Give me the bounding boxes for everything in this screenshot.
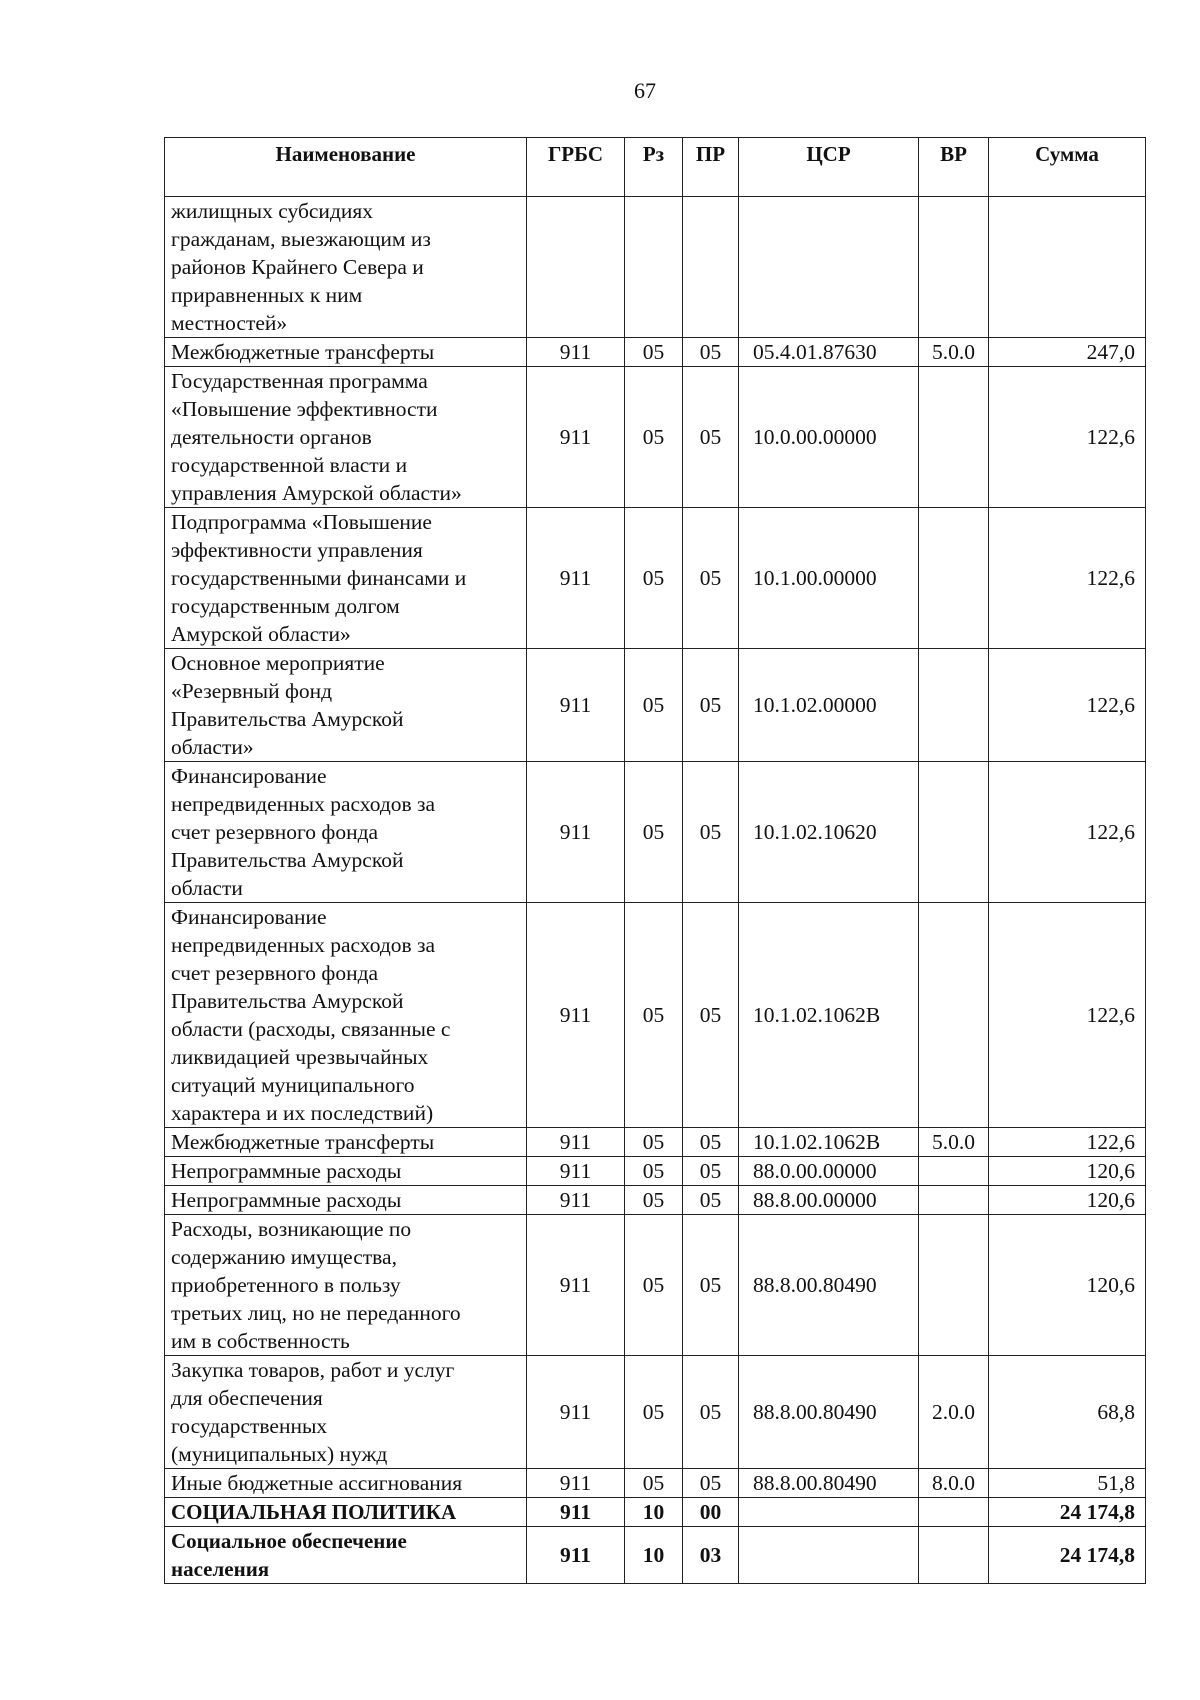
cell-name-line: счет резервного фонда: [171, 820, 379, 844]
cell-rz: 05: [625, 1128, 683, 1157]
cell-name-line: Социальное обеспечение: [171, 1529, 407, 1553]
cell-grbs: 911: [527, 338, 625, 367]
cell-grbs: 911: [527, 508, 625, 649]
table-row: [165, 1498, 1146, 1527]
cell-vr: [919, 762, 989, 903]
cell-pr: [683, 197, 739, 338]
cell-pr: 05: [683, 1215, 739, 1356]
cell-pr: 05: [683, 1356, 739, 1469]
cell-name: [165, 508, 527, 649]
cell-name: [165, 903, 527, 1128]
cell-rz: 05: [625, 1186, 683, 1215]
cell-rz: 05: [625, 1157, 683, 1186]
table-row: [165, 1215, 1146, 1356]
cell-name: [165, 1498, 527, 1527]
cell-name: [165, 1356, 527, 1469]
cell-sum: 120,6: [989, 1157, 1146, 1186]
cell-vr: [919, 367, 989, 508]
table-row: [165, 903, 1146, 1128]
cell-name-line: жилищных субсидиях: [171, 199, 374, 223]
cell-vr: 8.0.0: [919, 1469, 989, 1498]
cell-sum: 120,6: [989, 1215, 1146, 1356]
cell-rz: 05: [625, 508, 683, 649]
cell-name-line: «Резервный фонд: [171, 679, 333, 703]
cell-name: [165, 1186, 527, 1215]
cell-vr: [919, 903, 989, 1128]
table-row: [165, 762, 1146, 903]
cell-sum: 122,6: [989, 508, 1146, 649]
cell-vr: [919, 1157, 989, 1186]
cell-name-line: Расходы, возникающие по: [171, 1217, 412, 1241]
cell-name-line: области»: [171, 735, 254, 759]
cell-csr: 88.8.00.80490: [739, 1356, 919, 1469]
cell-csr: [739, 1498, 919, 1527]
cell-grbs: 911: [527, 1498, 625, 1527]
table-row: [165, 338, 1146, 367]
cell-csr: 05.4.01.87630: [739, 338, 919, 367]
table-row: [165, 649, 1146, 762]
cell-name-line: Финансирование: [171, 905, 327, 929]
table-row: [165, 1186, 1146, 1215]
cell-pr: 05: [683, 1157, 739, 1186]
cell-name-line: для обеспечения: [171, 1386, 323, 1410]
cell-pr: 05: [683, 649, 739, 762]
table-row: [165, 197, 1146, 338]
cell-name-line: местностей»: [171, 311, 288, 335]
cell-csr: 88.8.00.80490: [739, 1469, 919, 1498]
cell-sum: 122,6: [989, 903, 1146, 1128]
cell-name-line: районов Крайнего Севера и: [171, 255, 424, 279]
cell-sum: 122,6: [989, 649, 1146, 762]
cell-grbs: 911: [527, 367, 625, 508]
cell-vr: [919, 1215, 989, 1356]
cell-name-line: Основное мероприятие: [171, 651, 385, 675]
cell-name-line: государственной власти и: [171, 453, 408, 477]
cell-name: [165, 1469, 527, 1498]
cell-name-line: населения: [171, 1557, 270, 1581]
cell-name-line: Непрограммные расходы: [171, 1188, 402, 1212]
table-row: [165, 367, 1146, 508]
cell-rz: 05: [625, 1469, 683, 1498]
table-header-row: [165, 138, 1146, 197]
cell-pr: 05: [683, 1128, 739, 1157]
cell-name: [165, 1527, 527, 1584]
cell-name: [165, 1128, 527, 1157]
cell-vr: 5.0.0: [919, 338, 989, 367]
cell-rz: [625, 197, 683, 338]
cell-csr: 88.8.00.80490: [739, 1215, 919, 1356]
cell-grbs: 911: [527, 1157, 625, 1186]
cell-name: [165, 197, 527, 338]
cell-name-line: области: [171, 876, 243, 900]
cell-rz: 05: [625, 1356, 683, 1469]
cell-sum: 24 174,8: [989, 1498, 1146, 1527]
cell-name-line: приобретенного в пользу: [171, 1273, 401, 1297]
cell-pr: 05: [683, 762, 739, 903]
cell-grbs: 911: [527, 762, 625, 903]
cell-name-line: Межбюджетные трансферты: [171, 1130, 435, 1154]
cell-csr: 10.1.02.00000: [739, 649, 919, 762]
cell-pr: 05: [683, 1469, 739, 1498]
cell-name-line: приравненных к ним: [171, 283, 363, 307]
cell-name-line: СОЦИАЛЬНАЯ ПОЛИТИКА: [171, 1500, 457, 1524]
cell-grbs: 911: [527, 649, 625, 762]
cell-csr: 10.1.02.10620: [739, 762, 919, 903]
cell-vr: 2.0.0: [919, 1356, 989, 1469]
cell-rz: 05: [625, 649, 683, 762]
cell-csr: 88.8.00.00000: [739, 1186, 919, 1215]
table-row: [165, 1128, 1146, 1157]
cell-sum: 122,6: [989, 1128, 1146, 1157]
cell-name-line: Подпрограмма «Повышение: [171, 510, 432, 534]
cell-sum: 122,6: [989, 762, 1146, 903]
cell-pr: 05: [683, 508, 739, 649]
cell-name-line: Непрограммные расходы: [171, 1159, 402, 1183]
cell-name-line: ликвидацией чрезвычайных: [171, 1045, 429, 1069]
cell-name-line: государственными финансами и: [171, 566, 467, 590]
cell-name-line: ситуаций муниципального: [171, 1073, 415, 1097]
cell-name-line: государственным долгом: [171, 594, 400, 618]
cell-sum: 122,6: [989, 367, 1146, 508]
cell-vr: [919, 1186, 989, 1215]
cell-sum: 51,8: [989, 1469, 1146, 1498]
table-row: [165, 1356, 1146, 1469]
cell-name: [165, 338, 527, 367]
cell-rz: 05: [625, 903, 683, 1128]
cell-pr: 03: [683, 1527, 739, 1584]
cell-name-line: Амурской области»: [171, 622, 351, 646]
cell-name-line: непредвиденных расходов за: [171, 933, 436, 957]
cell-name-line: Правительства Амурской: [171, 707, 404, 731]
cell-name-line: Иные бюджетные ассигнования: [171, 1471, 463, 1495]
cell-name-line: Правительства Амурской: [171, 989, 404, 1013]
cell-sum: 120,6: [989, 1186, 1146, 1215]
cell-name-line: Финансирование: [171, 764, 327, 788]
cell-grbs: [527, 197, 625, 338]
budget-table: [164, 137, 1146, 1584]
cell-grbs: 911: [527, 1186, 625, 1215]
cell-name-line: государственных: [171, 1414, 328, 1438]
header-pr: ПР: [683, 138, 739, 197]
cell-rz: 05: [625, 1215, 683, 1356]
cell-name-line: Закупка товаров, работ и услуг: [171, 1358, 455, 1382]
cell-name-line: управления Амурской области»: [171, 481, 462, 505]
cell-csr: 10.1.02.1062В: [739, 903, 919, 1128]
cell-sum: [989, 197, 1146, 338]
cell-vr: [919, 1527, 989, 1584]
cell-grbs: 911: [527, 1356, 625, 1469]
cell-grbs: 911: [527, 1527, 625, 1584]
cell-sum: 247,0: [989, 338, 1146, 367]
cell-name: [165, 367, 527, 508]
cell-name-line: Межбюджетные трансферты: [171, 340, 435, 364]
cell-csr: [739, 1527, 919, 1584]
cell-vr: [919, 197, 989, 338]
cell-pr: 05: [683, 367, 739, 508]
cell-rz: 05: [625, 367, 683, 508]
cell-name-line: непредвиденных расходов за: [171, 792, 436, 816]
cell-pr: 00: [683, 1498, 739, 1527]
cell-csr: 10.1.02.1062В: [739, 1128, 919, 1157]
cell-name-line: эффективности управления: [171, 538, 423, 562]
table-row: [165, 508, 1146, 649]
cell-name-line: области (расходы, связанные с: [171, 1017, 451, 1041]
cell-vr: [919, 508, 989, 649]
cell-name: [165, 762, 527, 903]
cell-name-line: характера и их последствий): [171, 1101, 434, 1125]
cell-csr: [739, 197, 919, 338]
header-sum: Сумма: [989, 138, 1146, 197]
cell-name-line: третьих лиц, но не переданного: [171, 1301, 461, 1325]
cell-vr: [919, 649, 989, 762]
cell-name: [165, 1157, 527, 1186]
header-vr: ВР: [919, 138, 989, 197]
header-csr: ЦСР: [739, 138, 919, 197]
cell-name-line: им в собственность: [171, 1329, 350, 1353]
cell-pr: 05: [683, 903, 739, 1128]
cell-name-line: Правительства Амурской: [171, 848, 404, 872]
cell-rz: 10: [625, 1527, 683, 1584]
header-name: Наименование: [165, 138, 527, 197]
cell-rz: 05: [625, 338, 683, 367]
table-row: [165, 1469, 1146, 1498]
cell-sum: 68,8: [989, 1356, 1146, 1469]
cell-rz: 05: [625, 762, 683, 903]
header-grbs: ГРБС: [527, 138, 625, 197]
header-rz: Рз: [625, 138, 683, 197]
cell-pr: 05: [683, 338, 739, 367]
cell-name: [165, 649, 527, 762]
cell-name-line: счет резервного фонда: [171, 961, 379, 985]
cell-grbs: 911: [527, 1469, 625, 1498]
cell-name-line: содержанию имущества,: [171, 1245, 397, 1269]
cell-name: [165, 1215, 527, 1356]
cell-sum: 24 174,8: [989, 1527, 1146, 1584]
cell-name-line: (муниципальных) нужд: [171, 1442, 388, 1466]
cell-name-line: Государственная программа: [171, 369, 428, 393]
cell-csr: 10.1.00.00000: [739, 508, 919, 649]
page-number: 67: [634, 78, 656, 103]
cell-grbs: 911: [527, 1128, 625, 1157]
cell-csr: 10.0.00.00000: [739, 367, 919, 508]
cell-grbs: 911: [527, 903, 625, 1128]
cell-vr: [919, 1498, 989, 1527]
cell-rz: 10: [625, 1498, 683, 1527]
table-row: [165, 1157, 1146, 1186]
cell-grbs: 911: [527, 1215, 625, 1356]
cell-pr: 05: [683, 1186, 739, 1215]
cell-name-line: гражданам, выезжающим из: [171, 227, 431, 251]
cell-csr: 88.0.00.00000: [739, 1157, 919, 1186]
table-row: [165, 1527, 1146, 1584]
cell-vr: 5.0.0: [919, 1128, 989, 1157]
cell-name-line: деятельности органов: [171, 425, 372, 449]
table-body: [165, 197, 1146, 1584]
cell-name-line: «Повышение эффективности: [171, 397, 438, 421]
